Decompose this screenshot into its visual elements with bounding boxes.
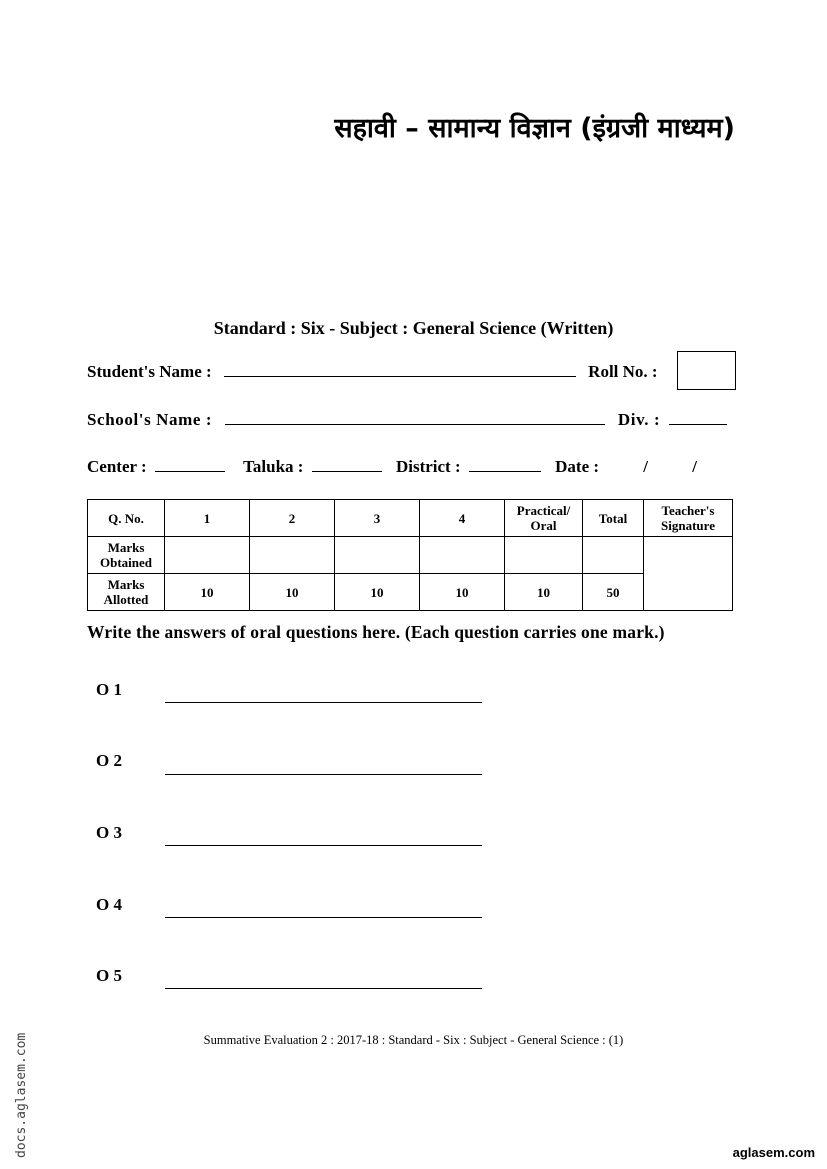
roll-no-box[interactable] xyxy=(677,351,736,390)
marks-allotted-cell: 10 xyxy=(420,574,505,611)
marks-obtained-cell[interactable] xyxy=(250,537,335,574)
marks-allotted-cell: 10 xyxy=(335,574,420,611)
practical-oral-header: Practical/ Oral xyxy=(505,500,583,537)
question-header: 2 xyxy=(250,500,335,537)
marks-table xyxy=(87,499,733,611)
marks-obtained-label: Marks Obtained xyxy=(88,537,165,574)
oral-answer-line[interactable] xyxy=(165,988,482,989)
date-separator: / xyxy=(692,457,698,476)
roll-no-label: Roll No. : xyxy=(588,362,658,381)
page-title-hindi: सहावी – सामान्य विज्ञान (इंग्रजी माध्यम) xyxy=(334,113,735,144)
div-label: Div. : xyxy=(617,410,661,429)
oral-question-label: O 3 xyxy=(96,823,122,842)
oral-question-label: O 4 xyxy=(96,895,122,914)
date-label: Date : xyxy=(555,457,600,476)
school-name-row xyxy=(87,410,737,430)
taluka-label: Taluka : xyxy=(243,457,304,476)
standard-subject-heading: Standard : Six - Subject : General Science (Written) xyxy=(213,318,614,338)
district-field[interactable] xyxy=(469,457,541,472)
center-label: Center : xyxy=(87,457,147,476)
teacher-signature-cell[interactable] xyxy=(644,537,733,611)
table-row xyxy=(88,537,733,574)
district-label: District : xyxy=(395,457,461,476)
oral-answer-line[interactable] xyxy=(165,774,482,775)
marks-allotted-label: Marks Allotted xyxy=(88,574,165,611)
table-row xyxy=(88,500,733,537)
marks-allotted-cell: 10 xyxy=(250,574,335,611)
marks-allotted-cell: 10 xyxy=(505,574,583,611)
school-name-field[interactable] xyxy=(225,410,605,425)
marks-allotted-cell: 10 xyxy=(165,574,250,611)
oral-answer-line[interactable] xyxy=(165,702,482,703)
oral-question-label: O 1 xyxy=(96,680,122,699)
student-name-label: Student's Name : xyxy=(87,362,212,381)
student-name-field[interactable] xyxy=(224,362,576,377)
marks-obtained-cell[interactable] xyxy=(505,537,583,574)
marks-obtained-cell[interactable] xyxy=(420,537,505,574)
oral-answer-line[interactable] xyxy=(165,917,482,918)
total-header: Total xyxy=(583,500,644,537)
school-name-label: School's Name : xyxy=(87,410,213,429)
oral-instruction: Write the answers of oral questions here. (Each question carries one mark.) xyxy=(87,622,665,642)
table-row xyxy=(88,574,733,611)
page-footer: Summative Evaluation 2 : 2017-18 : Standard - Six : Subject - General Science : (1) xyxy=(203,1033,624,1047)
div-field[interactable] xyxy=(669,410,727,425)
side-watermark: docs.aglasem.com xyxy=(14,1032,29,1158)
oral-question-label: O 2 xyxy=(96,751,122,770)
question-header: 4 xyxy=(420,500,505,537)
teacher-signature-header: Teacher's Signature xyxy=(644,500,733,537)
brand-label: aglasem.com xyxy=(732,1145,815,1160)
student-name-row xyxy=(87,362,737,382)
question-header: 1 xyxy=(165,500,250,537)
oral-answer-line[interactable] xyxy=(165,845,482,846)
marks-obtained-cell[interactable] xyxy=(165,537,250,574)
marks-obtained-cell[interactable] xyxy=(583,537,644,574)
qno-header: Q. No. xyxy=(88,500,165,537)
marks-allotted-total: 50 xyxy=(583,574,644,611)
question-header: 3 xyxy=(335,500,420,537)
taluka-field[interactable] xyxy=(312,457,382,472)
marks-obtained-cell[interactable] xyxy=(335,537,420,574)
date-separator: / xyxy=(643,457,649,476)
center-field[interactable] xyxy=(155,457,225,472)
oral-question-label: O 5 xyxy=(96,966,122,985)
location-row xyxy=(87,457,737,477)
